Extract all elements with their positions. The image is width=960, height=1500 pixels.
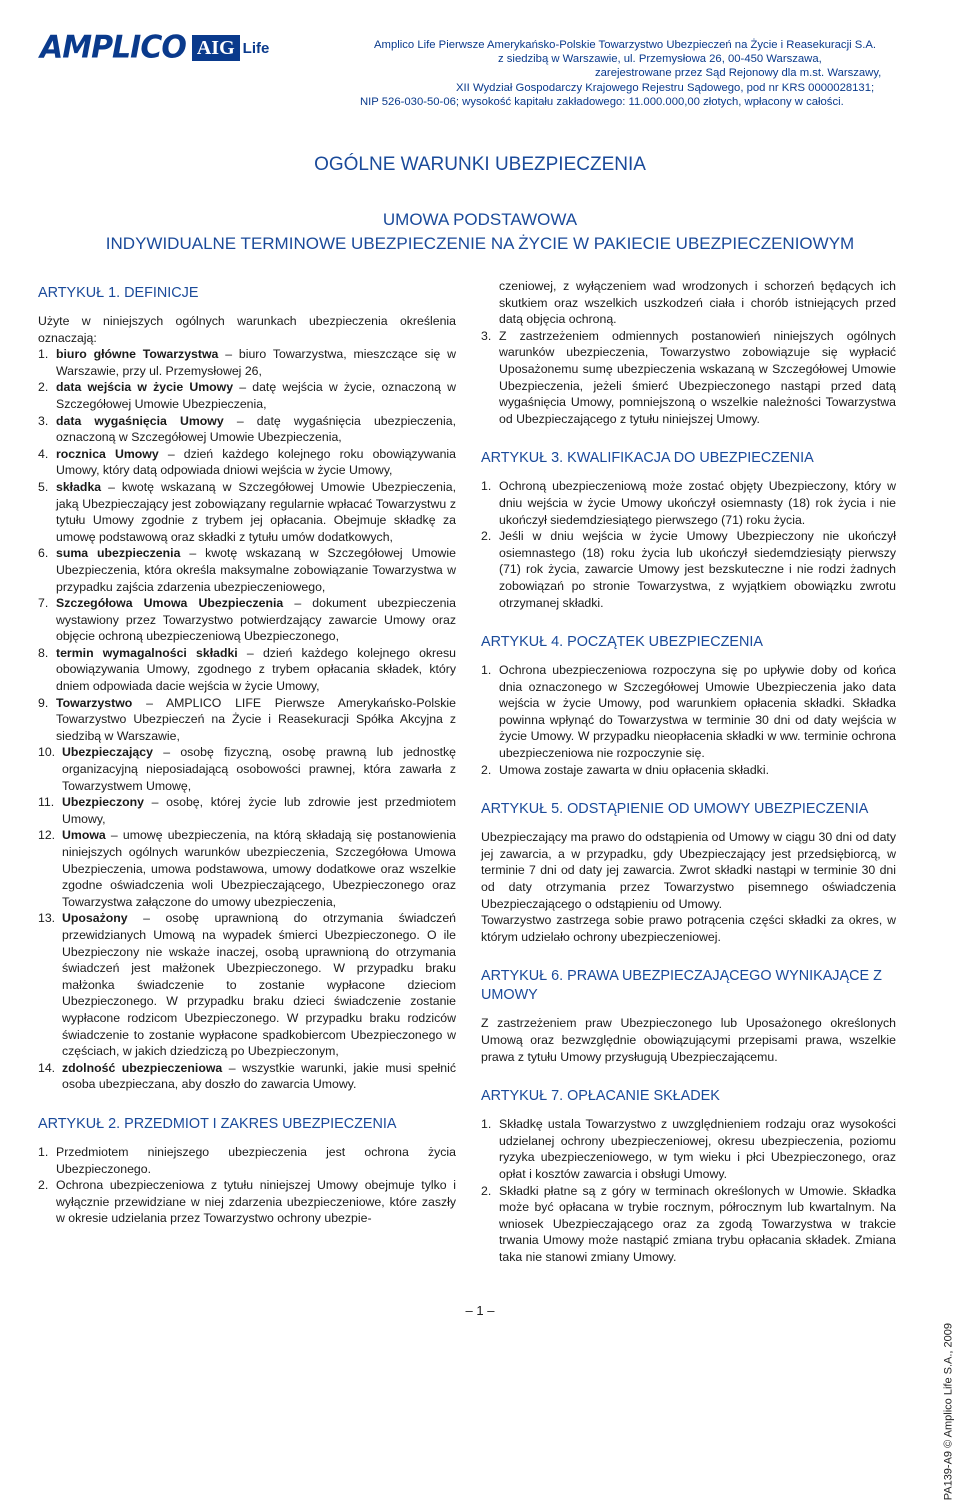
list-item-number: 1. <box>481 479 492 494</box>
list-item-text <box>56 413 456 446</box>
list-item-number: 1. <box>481 663 492 678</box>
list-item <box>481 528 896 611</box>
list-item-text: Przedmiotem niniejszego ubezpieczenia jest ochrona życia Ubezpieczonego. <box>56 1144 456 1176</box>
definition-text: – osobę, której życie lub zdrowie jest przedmiotem Umowy, <box>62 795 456 826</box>
list-item-text: Z zastrzeżeniem odmiennych postanowień niniejszych ogólnych warunków ubezpieczenia, Towarzystwo zobowiązuje się wypłacić Uposażonemu sumę ubezpieczenia wskazaną w Szczegółowej Umowie Ubezpieczenia, jeżeli śmierć Ubezpieczonego nastąpi przed datą wygaśnięcia Umowy, pomniejszoną o wszelkie należności Towarzystwa od Ubezpieczającego z tytułu niniejszej Umowy. <box>499 328 896 426</box>
list-item-text: Składki płatne są z góry w terminach określonych w Umowie. Składka może być opłacana w trybie rocznym, półrocznym lub kwartalnym. Na wniosek Ubezpieczającego oraz za zgodą Towarzystwa w trakcie trwania Umowy może nastąpić zmiana trybu opłacania składek. Zmiana taka nie stanowi zmiany Umowy. <box>499 1183 896 1264</box>
list-item-text: czeniowej, z wyłączeniem wad wrodzonych i schorzeń będących ich skutkiem oraz wszelkich uszkodzeń ciała i chorób istniejących przed datą objęcia ochroną. <box>499 279 896 327</box>
list-item-number: 5. <box>38 479 49 494</box>
list-item <box>38 413 456 446</box>
list-item-number: 2. <box>481 762 492 777</box>
list-item-text <box>56 695 456 745</box>
defined-term: składka <box>56 479 102 494</box>
list-item-number: 10. <box>38 745 56 760</box>
list-item <box>481 762 896 779</box>
definition-text: – dzień każdego kolejnego okresu obowiązywania Umowy, zgodnego z trybem opłacania składek, który dniem odpowiada dacie wejścia w życie Umowy, <box>56 645 456 694</box>
list-item-text <box>56 346 456 379</box>
list-item-text <box>56 595 456 645</box>
list-item <box>38 1177 456 1227</box>
list-item-number: 12. <box>38 828 56 843</box>
article-paragraph: Towarzystwo zastrzega sobie prawo potrącenia części składki za okres, w którym udzielało ochrony ubezpieczeniowej. <box>481 913 896 944</box>
list-item-number: 6. <box>38 546 49 561</box>
article-heading: ARTYKUŁ 7. OPŁACANIE SKŁADEK <box>481 1088 720 1105</box>
list-item-number: 2. <box>38 1178 49 1193</box>
definition-text: – osobę fizyczną, osobę prawną lub jednostkę organizacyjną nieposiadającą osobowości prawnej, która zawarła z Towarzystwem Umowę, <box>62 745 456 793</box>
list-item-text: Ochrona ubezpieczeniowa z tytułu niniejszej Umowy obejmuje tylko i wyłącznie przewidziane w niej zdarzenia ubezpieczeniowe, które zaszły w okresie udzielania przez Towarzystwo ochrony ubezpie- <box>56 1178 456 1226</box>
list-item-number: 3. <box>481 328 492 343</box>
definition-text: – dzień każdego kolejnego roku obowiązywania Umowy, który datą odpowiada dniowi wejścia w życie Umowy, <box>56 446 456 478</box>
article-list <box>38 1144 456 1227</box>
company-line: XII Wydział Gospodarczy Krajowego Rejestru Sądowego, pod nr KRS 0000028131; <box>456 81 875 94</box>
list-item-number: 13. <box>38 911 56 926</box>
article-list <box>481 1116 896 1265</box>
list-item-text <box>62 910 456 1059</box>
document-subtitle: INDYWIDUALNE TERMINOWE UBEZPIECZENIE NA ŻYCIE W PAKIECIE UBEZPIECZENIOWYM <box>105 234 855 253</box>
list-item-number: 2. <box>481 529 492 544</box>
list-item <box>38 545 456 595</box>
list-item-text: Ochroną ubezpieczeniową może zostać objęty Ubezpieczony, który w dniu wejścia w życie Umowy ukończył osiemnasty (18) rok życia i nie ukończył siedemdziesiątego pierwszego (71) roku życia. <box>499 479 896 527</box>
list-item-text <box>62 744 456 794</box>
list-item <box>38 910 456 1059</box>
definition-text: – kwotę wskazaną w Szczegółowej Umowie Ubezpieczenia, która określa maksymalne zobowiązanie Towarzystwa w przypadku zajścia zdarzenia ubezpieczeniowego, <box>56 546 456 594</box>
company-line: NIP 526-030-50-06; wysokość kapitału zakładowego: 11.000.000,00 złotych, wpłacony w całości. <box>360 95 844 108</box>
list-item <box>38 379 456 412</box>
list-item <box>481 328 896 428</box>
article-paragraph: Ubezpieczający ma prawo do odstąpienia od Umowy w ciągu 30 dni od daty jej zawarcia, a w przypadku, gdy Ubezpieczający jest przedsiębiorcą, w terminie 7 dni od daty jej zawarcia. Zwrot składki nastąpi w terminie 30 dni od daty otrzymania przez Towarzystwo pisemnego oświadczenia Ubezpieczającego o odstąpieniu od Umowy. <box>481 830 896 911</box>
article-heading: ARTYKUŁ 1. DEFINICJE <box>38 285 199 301</box>
list-item <box>38 346 456 379</box>
document-code: PA139-A9 © Amplico Life S.A., 2009 <box>942 1323 954 1500</box>
defined-term: Uposażony <box>62 911 128 926</box>
definition-text: – biuro Towarzystwa, mieszczące się w Warszawie, przy ul. Przemysłowej 26, <box>56 347 456 378</box>
list-item <box>38 1060 456 1093</box>
list-item-continued <box>481 278 896 328</box>
list-item-text: Umowa zostaje zawarta w dniu opłacenia składki. <box>499 762 769 777</box>
logo-aig: AIG <box>192 35 240 61</box>
defined-term: biuro główne Towarzystwa <box>56 347 219 362</box>
list-item <box>38 446 456 479</box>
list-item-text <box>56 446 456 479</box>
company-line: zarejestrowane przez Sąd Rejonowy dla m.st. Warszawy, <box>595 67 882 80</box>
defined-term: data wejścia w życie Umowy <box>56 380 234 395</box>
list-item <box>38 645 456 695</box>
company-line: Amplico Life Pierwsze Amerykańsko-Polskie Towarzystwo Ubezpieczeń na Życie i Reasekuracji S.A. <box>374 39 877 51</box>
company-logo <box>40 29 270 66</box>
list-item-text: Składkę ustala Towarzystwo z uwzględnieniem rodzaju oraz wysokości udzielanej ochrony ubezpieczeniowej, okresu ubezpieczenia, poziomu ryzyka ubezpieczeniowego, w tym wieku i płci Ubezpieczonego, oraz opłat i kosztów zawarcia i obsługi Umowy. <box>499 1117 896 1181</box>
list-item-text <box>62 1060 456 1093</box>
list-item-number: 7. <box>38 596 49 611</box>
definition-text: – datę wejścia w życie, oznaczoną w Szczegółowej Umowie Ubezpieczenia, <box>56 380 456 411</box>
defined-term: zdolność ubezpieczeniowa <box>62 1060 223 1075</box>
definition-text: – AMPLICO LIFE Pierwsze Amerykańsko-Polskie Towarzystwo Ubezpieczeń na Życie i Reasekuracji Spółka Akcyjna z siedzibą w Warszawie, <box>56 695 456 743</box>
article-intro: Użyte w niniejszych ogólnych warunkach ubezpieczenia określenia oznaczają: <box>38 314 456 345</box>
defined-term: data wygaśnięcia Umowy <box>56 413 224 428</box>
definition-text: – wszystkie warunki, jakie musi spełnić osoba ubezpieczana, aby doszło do zawarcia Umowy. <box>62 1060 456 1092</box>
defined-term: Szczegółowa Umowa Ubezpieczenia <box>56 596 284 611</box>
article-heading: ARTYKUŁ 6. PRAWA UBEZPIECZAJĄCEGO WYNIKAJĄCE Z UMOWY <box>481 968 882 1004</box>
defined-term: Umowa <box>62 828 106 843</box>
list-item <box>481 662 896 762</box>
article-list <box>481 662 896 778</box>
right-column <box>481 278 896 1266</box>
list-item-text <box>56 479 456 545</box>
list-item-text: Ochrona ubezpieczeniowa rozpoczyna się po upływie doby od końca dnia oznaczonego w Szczegółowej Umowie Ubezpieczenia jako data wejścia w życie Umowy, pod warunkiem opłacenia składki. Składka powinna wpłynąć do Towarzystwa w terminie 30 dni od daty wejścia w życie Umowy. W przypadku nieopłacenia składki w ww. terminie ochrona ubezpieczeniowa nie rozpoczynie się. <box>499 663 896 761</box>
list-item <box>38 595 456 645</box>
list-item-number: 1. <box>38 347 49 362</box>
company-info <box>360 38 890 109</box>
list-item <box>38 1144 456 1177</box>
definition-text: – dokument ubezpieczenia wystawiony przez Towarzystwo potwierdzający zawarcie Umowy oraz objęcie ochroną ubezpieczeniową Ubezpieczonego, <box>56 596 456 644</box>
document-title: OGÓLNE WARUNKI UBEZPIECZENIA <box>314 154 646 175</box>
list-item-text <box>56 645 456 695</box>
list-item-number: 11. <box>38 795 55 810</box>
logo-amplico: AMPLICO <box>40 29 186 66</box>
list-item <box>38 744 456 794</box>
definition-text: – kwotę wskazaną w Szczegółowej Umowie Ubezpieczenia, jaką Ubezpieczający jest zobowiązany regularnie wpłacać Towarzystwu z tytułu Umowy zgodnie z trybem jej opłacania. Obejmuje składkę za umowę podstawową oraz składki z tytułu umów dodatkowych, <box>56 479 456 544</box>
list-item-text <box>62 827 456 910</box>
definition-text: – umowę ubezpieczenia, na którą składają się postanowienia niniejszych ogólnych warunków ubezpieczenia, Szczegółowa Umowa Ubezpieczenia, umowa podstawowa, umowy dodatkowe oraz wszelkie zgodne oświadczenia woli Ubezpieczającego, Ubezpieczonego oraz Towarzystwa załączone do umowy ubezpieczenia, <box>62 828 456 909</box>
article-paragraph: Z zastrzeżeniem praw Ubezpieczonego lub Uposażonego określonych Umową oraz bezwzględnie obowiązującymi przepisami prawa, wszelkie prawa z tytułu Umowy przysługują Ubezpieczającemu. <box>481 1016 896 1064</box>
document-subtitle: UMOWA PODSTAWOWA <box>382 210 578 229</box>
list-item <box>481 1183 896 1266</box>
list-item-text <box>62 794 456 827</box>
list-item <box>481 478 896 528</box>
list-item <box>38 479 456 545</box>
list-item-number: 1. <box>38 1144 49 1159</box>
defined-term: Ubezpieczający <box>62 745 153 760</box>
list-item-number: 2. <box>38 380 49 395</box>
list-item-number: 14. <box>38 1060 56 1075</box>
definitions-list <box>38 346 456 1093</box>
list-item-number: 4. <box>38 446 49 461</box>
list-item-number: 2. <box>481 1183 492 1198</box>
left-column <box>38 278 456 1227</box>
article-heading: ARTYKUŁ 4. POCZĄTEK UBEZPIECZENIA <box>481 634 764 651</box>
list-item-number: 9. <box>38 695 49 710</box>
defined-term: suma ubezpieczenia <box>56 546 181 561</box>
list-item <box>38 794 456 827</box>
list-item <box>38 827 456 910</box>
article-heading: ARTYKUŁ 5. ODSTĄPIENIE OD UMOWY UBEZPIECZENIA <box>481 801 869 818</box>
logo-life: Life <box>242 39 270 57</box>
list-item-number: 3. <box>38 413 49 428</box>
list-item-text <box>56 545 456 595</box>
defined-term: Ubezpieczony <box>62 795 144 810</box>
defined-term: Towarzystwo <box>56 695 133 710</box>
defined-term: termin wymagalności składki <box>56 645 238 660</box>
page-number: – 1 – <box>465 1303 495 1318</box>
article-list <box>481 478 896 611</box>
list-item-text <box>56 379 456 412</box>
list-item-text: Jeśli w dniu wejścia w życie Umowy Ubezpieczony nie ukończył osiemnastego (18) roku życia lub ukończył siedemdziesiąty pierwszy (71) rok życia, zawarcie Umowy jest bezskuteczne i nie rodzi żadnych zobowiązań po stronie Towarzystwa, z wyjątkiem obowiązku zwrotu otrzymanej składki. <box>499 529 896 610</box>
list-item <box>38 695 456 745</box>
definition-text: – osobę uprawnioną do otrzymania świadczeń przewidzianych Umową na wypadek śmierci Ubezpieczonego. O ile Ubezpieczony nie wskaże inaczej, osobą uprawnioną do otrzymania świadczeń jest małżonek Ubezpieczonego. W przypadku braku małżonka świadczenie to zostanie wypłacone dzieciom Ubezpieczonego. W przypadku braku dzieci świadczenie zostanie wypłacone rodzicom Ubezpieczonego. W przypadku braku rodziców świadczenie to zostanie wypłacone spadkobiercom Ubezpieczonego w częściach, w jakich dziedziczą po Ubezpieczonym, <box>62 911 456 1059</box>
list-item <box>481 1116 896 1182</box>
definition-text: – datę wygaśnięcia ubezpieczenia, oznaczoną w Szczegółowej Umowie Ubezpieczenia, <box>56 413 456 445</box>
document-titles <box>0 150 960 256</box>
article-heading: ARTYKUŁ 3. KWALIFIKACJA DO UBEZPIECZENIA <box>481 450 814 467</box>
article-heading: ARTYKUŁ 2. PRZEDMIOT I ZAKRES UBEZPIECZENIA <box>38 1115 397 1132</box>
company-line: z siedzibą w Warszawie, ul. Przemysłowa 26, 00-450 Warszawa, <box>498 53 822 66</box>
defined-term: rocznica Umowy <box>56 446 159 461</box>
list-item-number: 1. <box>481 1117 492 1132</box>
list-item-number: 8. <box>38 645 49 660</box>
